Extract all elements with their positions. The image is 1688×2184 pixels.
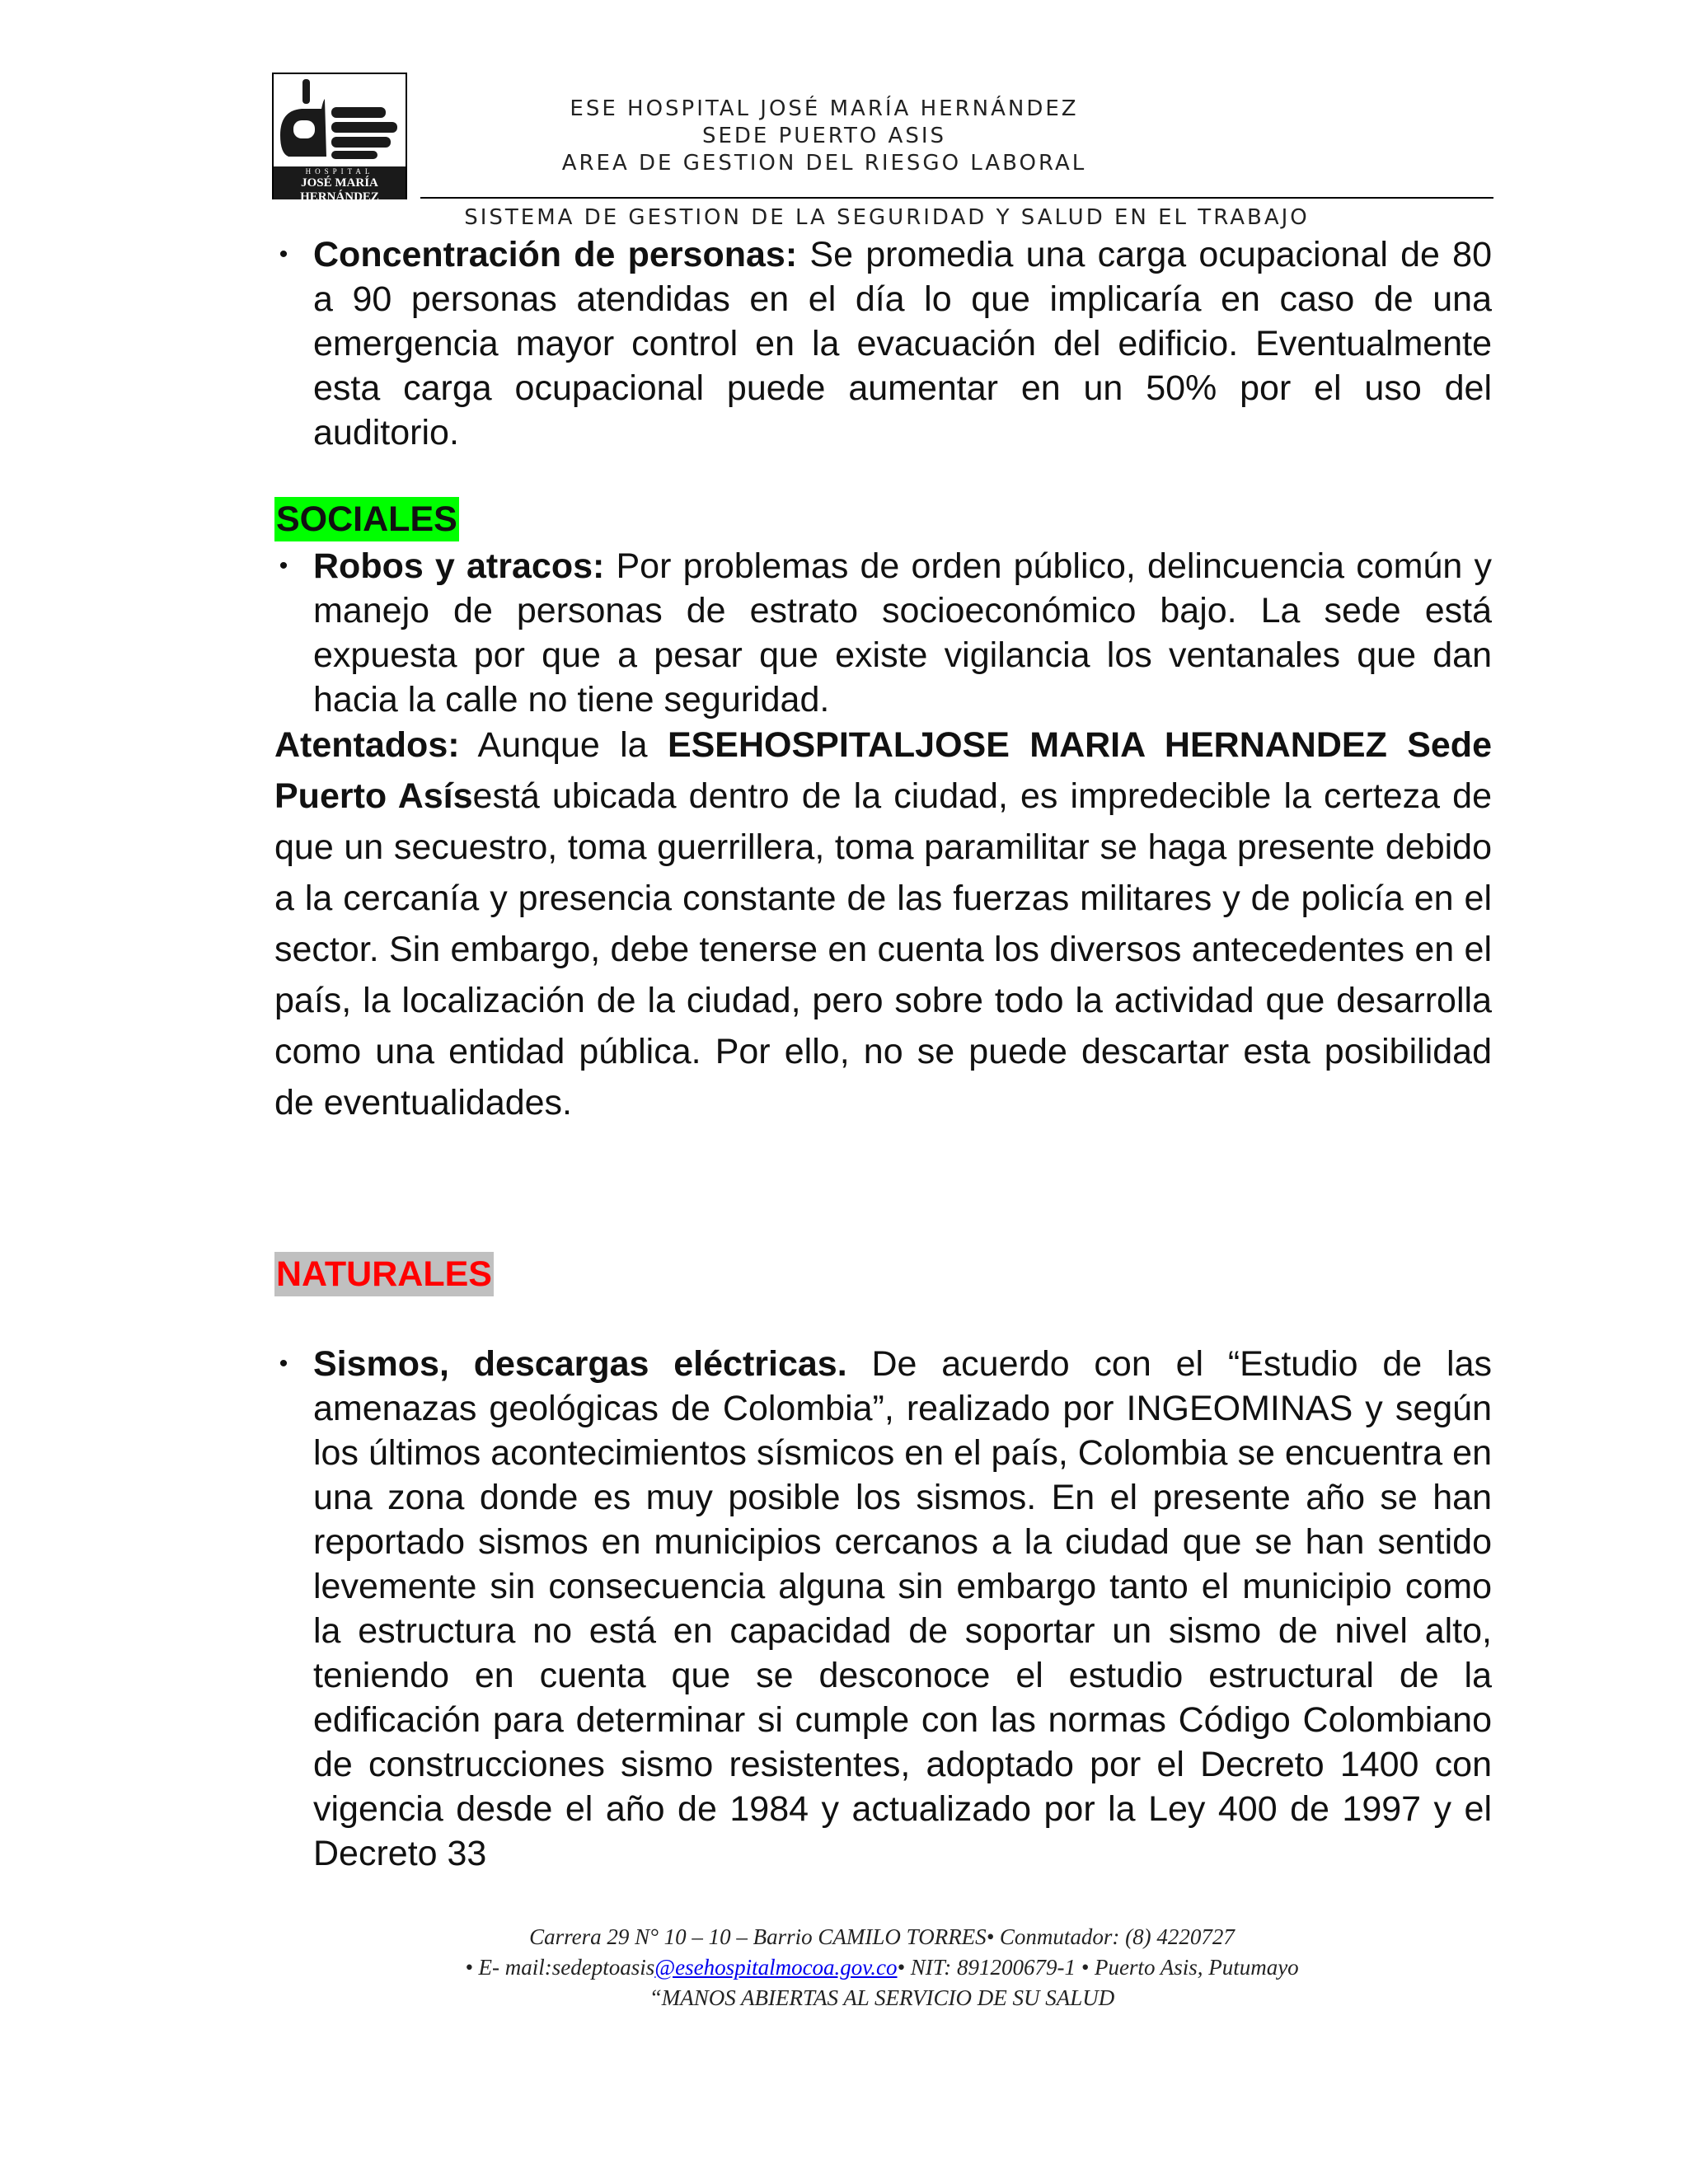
logo-line-3: EMPRESA SOCIAL DEL ESTADO bbox=[293, 205, 387, 210]
hand-logo-icon bbox=[274, 74, 406, 166]
bullet-icon: • bbox=[279, 552, 288, 579]
naturales-heading: NATURALES bbox=[274, 1252, 494, 1296]
robos-text: Por problemas de orden público, delincuencia común y manejo de personas de estrato socioeconómico bajo. La sede está expuesta por que a pesar que existe vigilancia los ventanales que dan hacia la calle no tiene seguridad. bbox=[313, 546, 1492, 719]
robos-label: Robos y atracos: bbox=[313, 546, 605, 586]
page-footer bbox=[272, 1922, 1492, 2013]
footer-email-prefix: E- mail:sedeptoasis bbox=[472, 1955, 655, 1980]
atentados-entity: ESEHOSPITALJOSE MARIA HERNANDEZ Sede Puerto Asís bbox=[274, 725, 1492, 816]
sismos-item bbox=[279, 1342, 1492, 1876]
concentration-item bbox=[279, 232, 1492, 455]
footer-city: Puerto Asis, Putumayo bbox=[1089, 1955, 1299, 1980]
footer-separator-icon: • bbox=[465, 1955, 473, 1980]
sismos-text: De acuerdo con el “Estudio de las amenazas geológicas de Colombia”, realizado por INGEOMINAS y según los últimos acontecimientos sísmicos en el país, Colombia se encuentra en una zona donde es muy posible los sismos. En el presente año se han reportado sismos en municipios cercanos a la ciudad que se han sentido levemente sin consecuencia alguna sin embargo tanto el municipio como la estructura no está en capacidad de soportar un sismo de nivel alto, teniendo en cuenta que se desconoce el estudio estructural de la edificación para determinar si cumple con las normas Código Colombiano de construcciones sismo resistentes, adoptado por el Decreto 1400 con vigencia desde el año de 1984 y actualizado por la Ley 400 de 1997 y el Decreto 33 bbox=[313, 1344, 1492, 1873]
footer-separator-icon: • bbox=[1081, 1955, 1090, 1980]
atentados-text-2: está ubicada dentro de la ciudad, es impredecible la certeza de que un secuestro, toma guerrillera, toma paramilitar se haga presente debido a la cercanía y presencia constante de las fuerzas militares y de policía en el sector. Sin embargo, debe tenerse en cuenta los diversos antecedentes en el país, la localización de la ciudad, pero sobre todo la actividad que desarrolla como una entidad pública. Por ello, no se puede descartar esta posibilidad de eventualidades. bbox=[274, 776, 1492, 1122]
header-hospital-name: ESE HOSPITAL JOSÉ MARÍA HERNÁNDEZ bbox=[570, 96, 1079, 121]
hospital-logo bbox=[272, 73, 407, 210]
footer-address: Carrera 29 N° 10 – 10 – Barrio CAMILO TORRES bbox=[529, 1924, 987, 1949]
atentados-label: Atentados: bbox=[274, 725, 460, 765]
header-site-name: SEDE PUERTO ASIS bbox=[701, 124, 947, 148]
header-system-name: SISTEMA DE GESTION DE LA SEGURIDAD Y SALUD EN EL TRABAJO bbox=[464, 205, 1310, 230]
concentration-text: Se promedia una carga ocupacional de 80 a 90 personas atendidas en el día lo que implicaría en caso de una emergencia mayor control en la evacuación del edificio. Eventualmente esta carga ocupacional puede aumentar en un 50% por el uso del auditorio. bbox=[313, 235, 1492, 452]
atentados-text-1: Aunque la bbox=[459, 725, 668, 765]
concentration-label: Concentración de personas: bbox=[313, 235, 798, 274]
sismos-label: Sismos, descargas eléctricas. bbox=[313, 1344, 847, 1384]
footer-phone: Conmutador: (8) 4220727 bbox=[994, 1924, 1235, 1949]
footer-email-link[interactable]: @esehospitalmocoa.gov.co bbox=[654, 1955, 898, 1980]
header-divider bbox=[420, 197, 1493, 199]
footer-motto: “MANOS ABIERTAS AL SERVICIO DE SU SALUD bbox=[649, 1985, 1115, 2010]
footer-separator-icon: • bbox=[897, 1955, 905, 1980]
footer-line-2 bbox=[272, 1952, 1492, 1983]
footer-nit: NIT: 891200679-1 bbox=[904, 1955, 1081, 1980]
atentados-paragraph bbox=[274, 719, 1492, 1128]
logo-line-2: JOSÉ MARÍA HERNÁNDEZ bbox=[300, 176, 379, 204]
logo-line-1: HOSPITAL bbox=[305, 167, 374, 176]
logo-caption bbox=[274, 166, 406, 210]
footer-separator-icon: • bbox=[986, 1924, 995, 1949]
bullet-icon: • bbox=[279, 1350, 288, 1377]
robos-item bbox=[279, 544, 1492, 722]
header-area-name: AREA DE GESTION DEL RIESGO LABORAL bbox=[561, 151, 1087, 176]
footer-line-1 bbox=[272, 1922, 1492, 1952]
sociales-heading: SOCIALES bbox=[274, 497, 459, 541]
bullet-icon: • bbox=[279, 241, 288, 268]
